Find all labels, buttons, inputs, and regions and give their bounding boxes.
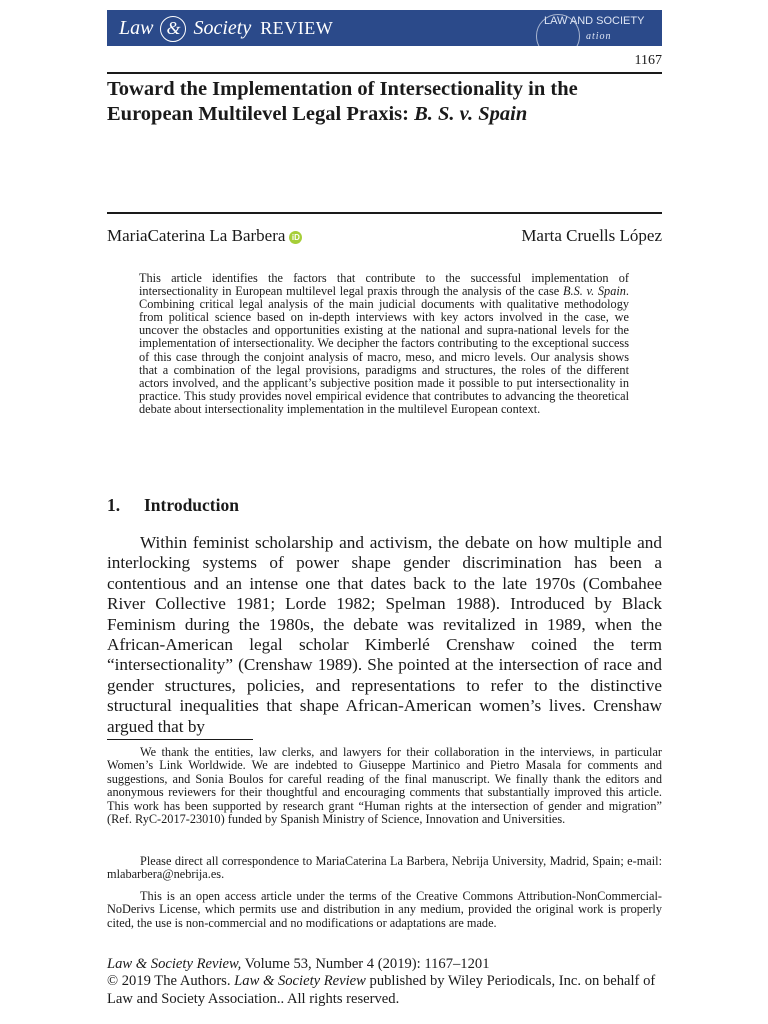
journal-word-law: Law <box>119 17 154 39</box>
footnote-license: This is an open access article under the terms of the Creative Commons Attribution-NonCommercial-NoDerivs License, which permits use and distribution in any medium, provided the original work is properly cited, the use is non-commercial and no modifications or adaptations are made. <box>107 889 662 930</box>
citation-journal: Law & Society Review, <box>107 956 242 972</box>
abstract-case: B.S. v. Spain <box>562 284 626 299</box>
body-paragraph: Within feminist scholarship and activism, the debate on how multiple and interlocking systems of power shape gender discrimination has been a contentious and an intense one that dates back to the late 1970s (Combahee River Collective 1981; Lorde 1982; Spelman 1988). Introduced by Black Feminism during the 1980s, the debate was revitalized in 1989, when the African-American legal scholar Kimberlé Crenshaw coined the term “intersectionality” (Crenshaw 1989). She pointed at the intersection of race and gender structures, policies, and representations to refer to the distinctive structural inequalities that shape African-American women’s lives. Crenshaw argued that by <box>107 533 662 736</box>
abstract-part1: This article identifies the factors that contribute to the successful implementation of intersectionality in European multilevel legal praxis through the analysis of the case <box>139 271 629 299</box>
association-logo-line2: ation <box>586 31 612 42</box>
abstract <box>139 272 629 416</box>
orcid-icon[interactable]: iD <box>289 231 302 244</box>
footnote-acknowledgment: We thank the entities, law clerks, and lawyers for their collaboration in the interviews, in particular Women’s Link Worldwide. We are indebted to Giuseppe Martinico and Pietro Masala for comments and suggestions, and Sonia Boulos for careful reading of the final manuscript. We finally thank the editors and anonymous reviewers for their thoughtful and encouraging comments that substantially improved this article. This work has been supported by research grant “Human rights at the intersection of gender and migration” (Ref. RyC-2017-23010) funded by Spanish Ministry of Science, Innovation and Universities. <box>107 745 662 827</box>
article-title-main: Toward the Implementation of Intersectionality in the European Multilevel Legal Praxis: <box>107 78 578 125</box>
authors-top-rule <box>107 212 662 214</box>
association-logo-line1: LAW AND SOCIETY <box>544 15 645 27</box>
article-title <box>107 77 667 127</box>
citation-copyright-end: published by Wiley Periodicals, Inc. on behalf of Law and Society Association.. All rights reserved. <box>107 973 656 1007</box>
citation-block <box>107 956 667 1008</box>
citation-copyright-start: © 2019 The Authors. <box>107 973 235 990</box>
section-number: 1. <box>107 495 121 515</box>
page-number: 1167 <box>634 53 662 68</box>
journal-word-society: Society <box>193 17 252 39</box>
journal-word-review: REVIEW <box>260 18 334 38</box>
footnote-correspondence: Please direct all correspondence to MariaCaterina La Barbera, Nebrija University, Madrid, Spain; e-mail: mlabarbera@nebrija.es. <box>107 854 662 882</box>
journal-banner <box>107 10 662 46</box>
author-second: Marta Cruells López <box>521 226 662 245</box>
section-heading <box>107 495 239 516</box>
article-title-case: B. S. v. Spain <box>414 103 528 125</box>
footnote-rule <box>107 739 253 740</box>
section-title: Introduction <box>144 495 239 515</box>
association-logo <box>536 12 648 46</box>
journal-name <box>119 16 333 42</box>
author-first <box>107 226 302 246</box>
citation-volume: Volume 53, Number 4 (2019): 1167–1201 <box>241 956 490 972</box>
abstract-part2: . Combining critical legal analysis of the main judicial documents with qualitative methodology from political science based on in-depth interviews with key actors involved in the case, we uncover the obstacles and opportunities existing at the national and supra-national levels for the implementation of intersectionality. We decipher the factors contributing to the exceptional success of this case through the conjoint analysis of macro, meso, and micro levels. Our analysis shows that a combination of the legal provisions, paradigms and structures, the roles of the different actors involved, and the applicant’s subjective position made it possible to put intersectionality in practice. This study provides novel empirical evidence that contributes to advancing the theoretical debate about intersectionality implementation in the multilevel European context. <box>139 284 629 416</box>
title-top-rule <box>107 72 662 74</box>
author-first-name: MariaCaterina La Barbera <box>107 226 286 245</box>
journal-ampersand-logo: & <box>160 16 186 42</box>
citation-journal-2: Law & Society Review <box>234 973 366 990</box>
